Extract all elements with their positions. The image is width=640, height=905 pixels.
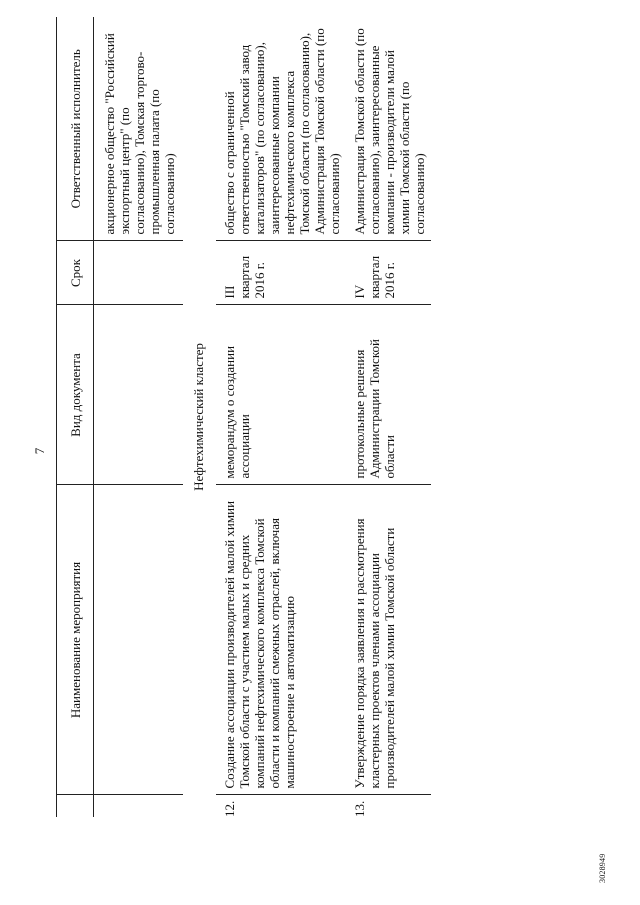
header-number	[57, 795, 94, 817]
header-term: Срок	[57, 241, 94, 305]
row-number: 13.	[352, 800, 367, 817]
cell-empty	[94, 795, 184, 817]
section-title: Нефтехимический кластер	[191, 343, 206, 491]
action-plan-table	[56, 17, 431, 817]
header-document-type: Вид документа	[57, 305, 94, 485]
row-action-name: Утверждение порядка заявления и рассмотрения кластерных проектов членами ассоциации производителей малой химии Томской области	[346, 485, 431, 795]
row-executor: Администрация Томской области (по согласованию), заинтересованные компании - производители малой химии Томской области (по согласованию)	[346, 17, 431, 241]
header-executor: Ответственный исполнитель	[57, 17, 94, 241]
continuation-row	[94, 17, 184, 817]
continuation-executor: акционерное общество "Российский экспортный центр" (по согласованию), Томская торгово-промышленная палата (по согласованию)	[94, 17, 184, 241]
row-document-type: меморандум о создании ассоциации	[216, 305, 346, 485]
row-document-type: протокольные решения Администрации Томской области	[346, 305, 431, 485]
cell-empty	[94, 305, 184, 485]
row-action-name: Создание ассоциации производителей малой химии Томской области с участием малых и средних компаний нефтехимического комплекса Томской области и компаний смежных отраслей, включая машиностроение и автоматизацию	[216, 485, 346, 795]
cell-empty	[94, 485, 184, 795]
table-header-row	[57, 17, 94, 817]
cell-empty	[94, 241, 184, 305]
document-code: 3028949	[598, 853, 607, 883]
section-row	[183, 17, 216, 817]
row-number: 12.	[222, 800, 237, 817]
page-number: 7	[32, 447, 47, 455]
table-row	[216, 17, 346, 817]
table-row	[346, 17, 431, 817]
row-term: III квартал 2016 г.	[216, 241, 346, 305]
row-term: IV квартал 2016 г.	[346, 241, 431, 305]
header-action-name: Наименование мероприятия	[57, 485, 94, 795]
row-executor: общество с ограниченной ответственностью "Томский завод катализаторов" (по согласованию), заинтересованные компании нефтехимического комплекса Томской области (по согласованию), Администрация Томской области (по согласованию)	[216, 17, 346, 241]
